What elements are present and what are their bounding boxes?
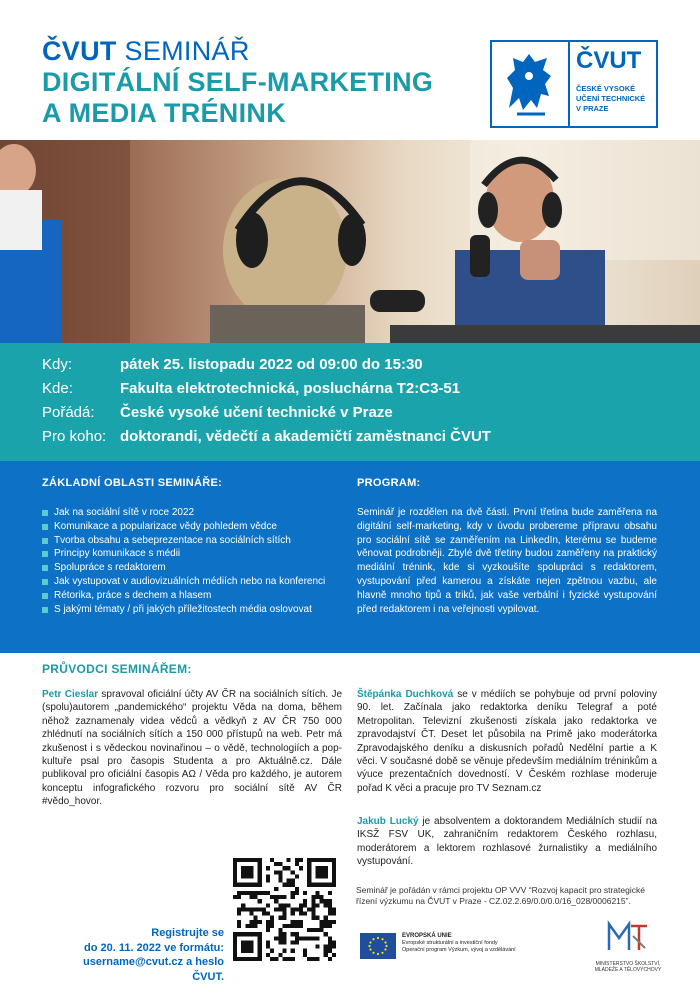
list-item: Spolupráce s redaktorem [42, 561, 342, 575]
msmt-emblem-icon [605, 920, 651, 954]
guide-cieslar [42, 688, 342, 809]
register-line-2: do 20. 11. 2022 ve formátu: [83, 941, 224, 954]
topics-list [42, 506, 342, 616]
list-item: Jak vystupovat v audiovizuálních médiích nebo na konferenci [42, 575, 342, 589]
list-item: Principy komunikace s médii [42, 547, 342, 561]
program-text: Seminář je rozdělen na dvě části. První třetina bude zaměřena na digitální self-marketing, kdy v úvodu probereme přípravu obsahu pro sociální sítě se zaměřením na LinkedIn, kterému se budeme věnovat podrobněji. Zbylé dvě třetiny budou zaměřeny na praktický mediální trénink, kde si vyzkoušíte spolupráci s redaktorem, vystupování před kamerou a získáte nejen zpětnou vazbu, ale hlavně mnoho tipů a triků, jak vaše verbální i fyzické vystupování před redaktorem i na veřejnosti vypilovat. [357, 507, 657, 615]
project-note: Seminář je pořádán v rámci projektu OP VVV “Rozvoj kapacit pro strategické řízení výzkumu na ČVUT v Praze - CZ.02.2.69/0.0/0.0/16_028/0006215”. [356, 885, 645, 906]
info-value: doktorandi, vědečtí a akademičtí zaměstnanci ČVUT [120, 428, 491, 445]
register-line-3: username@cvut.cz a heslo ČVUT. [83, 956, 224, 983]
guide-name: Jakub Lucký [357, 816, 419, 827]
guide-name: Petr Cieslar [42, 689, 99, 700]
logo-line-1: ČESKÉ VYSOKÉ [576, 84, 636, 93]
eu-flag-icon [360, 933, 396, 959]
title-line-3: A MEDIA TRÉNINK [42, 98, 286, 128]
info-organizer [42, 401, 658, 425]
eu-line-2: Evropské strukturální a investiční fondy [402, 940, 498, 946]
guide-duchkova [357, 688, 657, 795]
info-value: České vysoké učení technické v Praze [120, 404, 393, 421]
guide-lucky [357, 815, 657, 869]
guide-bio: spravoval oficiální účty AV ČR na sociálních sítích. Je (spolu)autorem „pandemického“ projektu Věda na doma, během něhož zaznamenaly videa vědců a vědkyň z AV ČR 750 000 zhlédnutí na sociálních sítích a 150 000 přístupů na web. Petr má zkušenost i s vědeckou novinařinou – o vědě, technologiích a pop-kultuře psal pro časopis Studenta a pro Aktuálně.cz. Dále publikoval pro oficiální časopis AΩ / Věda pro každého, je autorem konceptu infografického rozvoru pro sociální sítě AV ČR #vědo_hovor. [42, 689, 343, 808]
info-value: pátek 25. listopadu 2022 od 09:00 do 15:30 [120, 356, 423, 373]
seminar-word: SEMINÁŘ [124, 36, 250, 66]
info-key: Pořádá: [42, 404, 95, 421]
info-audience [42, 425, 658, 449]
topics-heading: ZÁKLADNÍ OBLASTI SEMINÁŘE: [42, 477, 223, 489]
guides-heading: PRŮVODCI SEMINÁŘEM: [42, 662, 192, 676]
guide-name: Štěpánka Duchková [357, 689, 454, 700]
logo-line-3: V PRAZE [576, 104, 609, 113]
guide-bio: se v médiích se pohybuje od první poloviny 90. let. Začínala jako redaktorka deníku Telegraf a poté Metropolitan. Televizní zkušenosti získala jako redaktorka ve zpravodajství ČT. Deset let působila na Primě jako moderátorka Zpravodajského deníku a diskusních pořadů Nedělní partie a K věci. V současné době se věnuje především mediálním tréninkům a výuce prezentačních dovedností. V Českém rozhlase moderuje pořad K věci a pracuje pro TV Seznam.cz [357, 689, 657, 794]
logo-name: ČVUT [576, 47, 642, 74]
guide-bio: je absolventem a doktorandem Mediálních studií na IKSŽ FSV UK, zahraničním redaktorem Českého rozhlasu, moderátorem a lektorem rozhlasové žurnalistiky a mediálního vystupování. [357, 816, 658, 868]
program-heading: PROGRAM: [357, 477, 421, 489]
brand-name: ČVUT [42, 36, 117, 66]
msmt-line-2: MLÁDEŽE A TĚLOVÝCHOVY [594, 967, 662, 973]
info-key: Kde: [42, 380, 73, 397]
program-section [357, 477, 657, 616]
podcast-photo [0, 140, 700, 343]
register-line-1: Registrujte se [151, 927, 224, 939]
eu-line-1: EVROPSKÁ UNIE [402, 933, 452, 939]
list-item: Tvorba obsahu a sebeprezentace na sociálních sítích [42, 534, 342, 548]
registration-note [60, 926, 224, 984]
msmt-logo [588, 920, 668, 973]
msmt-line-1: MINISTERSTVO ŠKOLSTVÍ, [595, 961, 661, 967]
registration-qr-code[interactable] [233, 858, 336, 961]
info-when [42, 353, 658, 377]
info-key: Kdy: [42, 356, 73, 373]
list-item: S jakými tématy / při jakých příležitostech média oslovovat [42, 603, 342, 617]
event-info [0, 343, 700, 461]
list-item: Jak na sociální sítě v roce 2022 [42, 506, 342, 520]
eu-line-3: Operační program Výzkum, vývoj a vzdělávání [402, 947, 516, 953]
topics-section [42, 477, 342, 616]
header [0, 0, 700, 140]
eu-funding-logo [360, 933, 522, 959]
info-value: Fakulta elektrotechnická, posluchárna T2:C3-51 [120, 380, 461, 397]
info-where [42, 377, 658, 401]
list-item: Komunikace a popularizace vědy pohledem vědce [42, 520, 342, 534]
seminar-details [0, 461, 700, 653]
list-item: Rétorika, práce s dechem a hlasem [42, 589, 342, 603]
cvut-logo [490, 40, 658, 128]
info-key: Pro koho: [42, 428, 107, 445]
title-line-2: DIGITÁLNÍ SELF-MARKETING [42, 67, 434, 97]
lion-emblem-icon [492, 42, 570, 126]
logo-line-2: UČENÍ TECHNICKÉ [576, 94, 646, 103]
poster-title [42, 36, 433, 129]
